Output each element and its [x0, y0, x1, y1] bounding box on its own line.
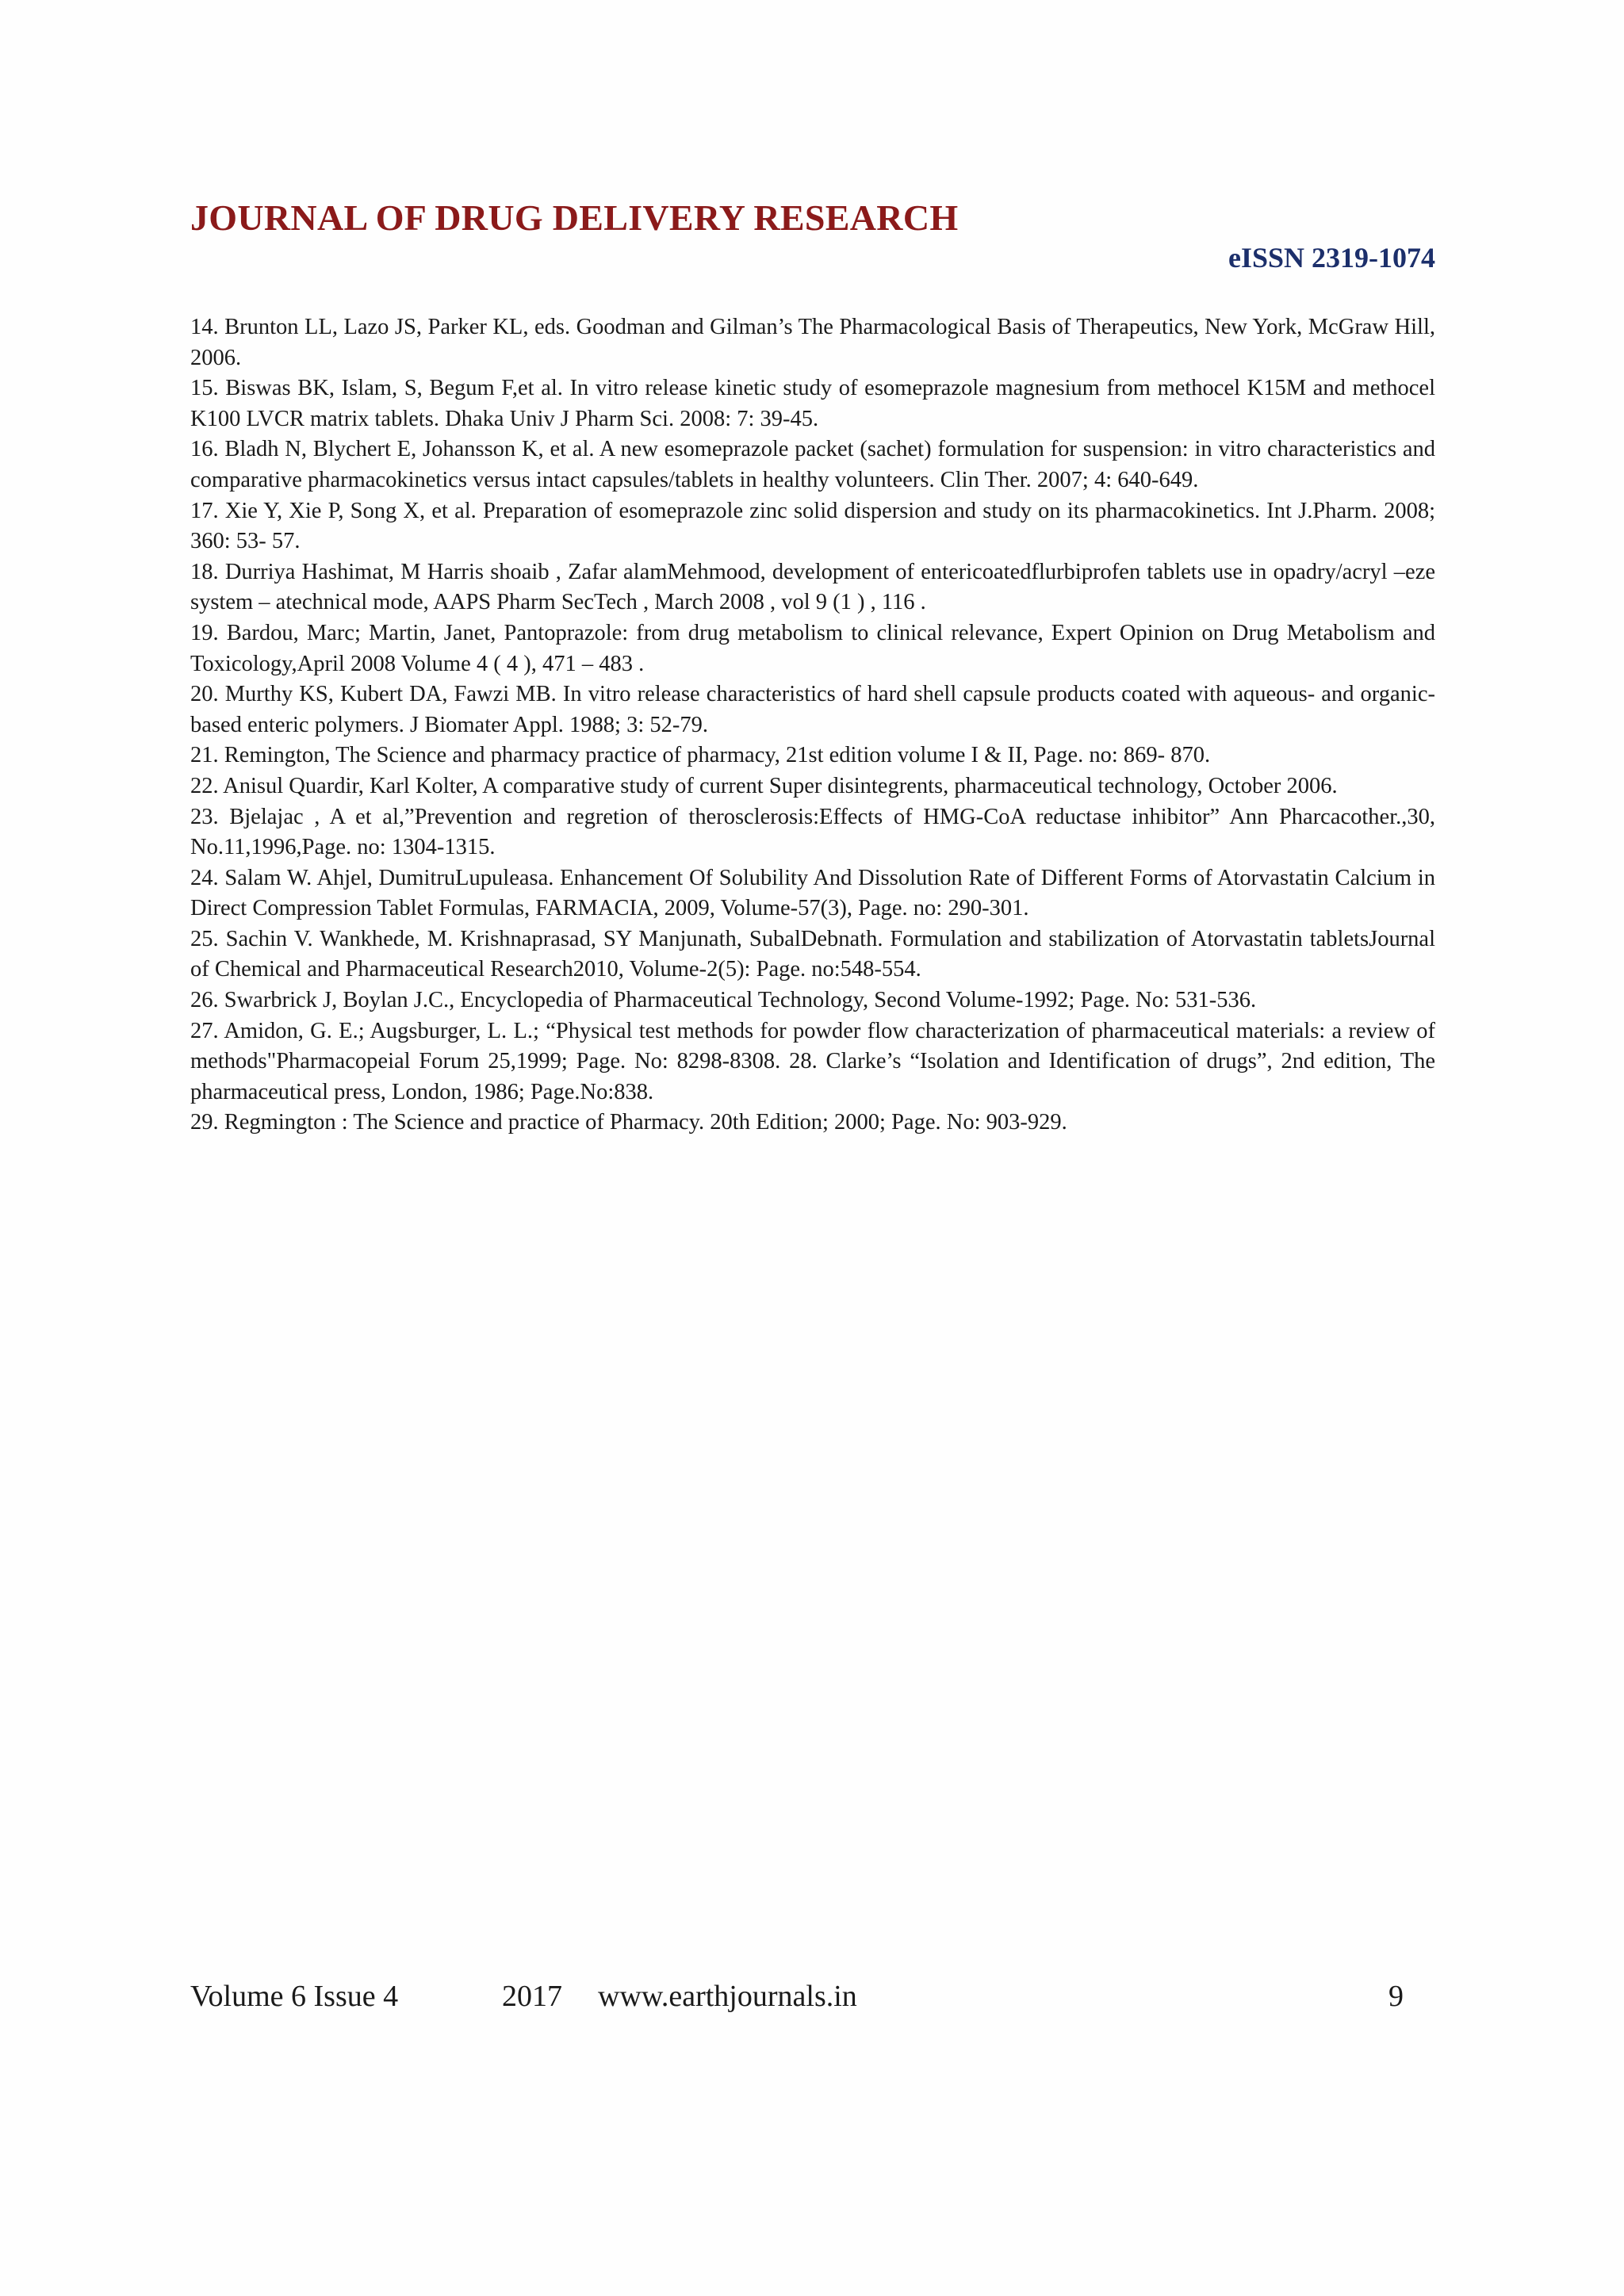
journal-title: JOURNAL OF DRUG DELIVERY RESEARCH [190, 197, 959, 238]
reference-item: 16. Bladh N, Blychert E, Johansson K, et al. A new esomeprazole packet (sachet) formulation for suspension: in vitro characteristics and comparative pharmacokinetics versus intact capsules/tablets in healthy volunteers. Clin Ther. 2007; 4: 640-649. [190, 437, 1435, 492]
reference-item: 29. Regmington : The Science and practice of Pharmacy. 20th Edition; 2000; Page. No: 903-929. [190, 1110, 1067, 1135]
page-footer [190, 1979, 1404, 2020]
reference-item: 25. Sachin V. Wankhede, M. Krishnaprasad, SY Manjunath, SubalDebnath. Formulation and stabilization of Atorvastatin tabletsJournal of Chemical and Pharmaceutical Research2010, Volume-2(5): Page. no:548-554. [190, 926, 1435, 982]
footer-year: 2017 [502, 1980, 562, 2013]
eissn-label: eISSN 2319-1074 [1228, 242, 1435, 274]
reference-item: 15. Biswas BK, Islam, S, Begum F,et al. In vitro release kinetic study of esomeprazole magnesium from methocel K15M and methocel K100 LVCR matrix tablets. Dhaka Univ J Pharm Sci. 2008: 7: 39-45. [190, 376, 1435, 431]
reference-item: 23. Bjelajac , A et al,”Prevention and regretion of therosclerosis:Effects of HMG-CoA reductase inhibitor” Ann Pharcacother.,30, No.11,1996,Page. no: 1304-1315. [190, 804, 1435, 860]
reference-item: 24. Salam W. Ahjel, DumitruLupuleasa. Enhancement Of Solubility And Dissolution Rate of Different Forms of Atorvastatin Calcium in Direct Compression Tablet Formulas, FARMACIA, 2009, Volume-57(3), Page. no: 290-301. [190, 865, 1435, 921]
reference-item: 27. Amidon, G. E.; Augsburger, L. L.; “Physical test methods for powder flow characterization of pharmaceutical materials: a review of methods"Pharmacopeial Forum 25,1999; Page. No: 8298-8308. 28. Clarke’s “Isolation and Identification of drugs”, 2nd edition, The pharmaceutical press, London, 1986; Page.No:838. [190, 1018, 1435, 1104]
reference-item: 22. Anisul Quardir, Karl Kolter, A comparative study of current Super disintegrents, pharmaceutical technology, October 2006. [190, 773, 1338, 798]
reference-item: 26. Swarbrick J, Boylan J.C., Encyclopedia of Pharmaceutical Technology, Second Volume-1992; Page. No: 531-536. [190, 988, 1257, 1013]
footer-url: www.earthjournals.in [598, 1980, 857, 2013]
footer-page-number: 9 [1388, 1980, 1404, 2013]
reference-item: 14. Brunton LL, Lazo JS, Parker KL, eds. Goodman and Gilman’s The Pharmacological Basis of Therapeutics, New York, McGraw Hill, 2006. [190, 315, 1435, 370]
footer-volume-issue: Volume 6 Issue 4 [190, 1980, 399, 2013]
reference-item: 19. Bardou, Marc; Martin, Janet, Pantoprazole: from drug metabolism to clinical relevance, Expert Opinion on Drug Metabolism and Toxicology,April 2008 Volume 4 ( 4 ), 471 – 483 . [190, 620, 1435, 676]
reference-list [190, 312, 1435, 1138]
reference-item: 18. Durriya Hashimat, M Harris shoaib , Zafar alamMehmood, development of entericoatedflurbiprofen tablets use in opadry/acryl –eze system – atechnical mode, AAPS Pharm SecTech , March 2008 , vol 9 (1 ) , 116 . [190, 559, 1435, 615]
reference-item: 20. Murthy KS, Kubert DA, Fawzi MB. In vitro release characteristics of hard shell capsule products coated with aqueous- and organic-based enteric polymers. J Biomater Appl. 1988; 3: 52-79. [190, 682, 1435, 737]
reference-item: 17. Xie Y, Xie P, Song X, et al. Preparation of esomeprazole zinc solid dispersion and study on its pharmacokinetics. Int J.Pharm. 2008; 360: 53- 57. [190, 498, 1435, 554]
reference-item: 21. Remington, The Science and pharmacy practice of pharmacy, 21st edition volume I & II, Page. no: 869- 870. [190, 743, 1211, 768]
